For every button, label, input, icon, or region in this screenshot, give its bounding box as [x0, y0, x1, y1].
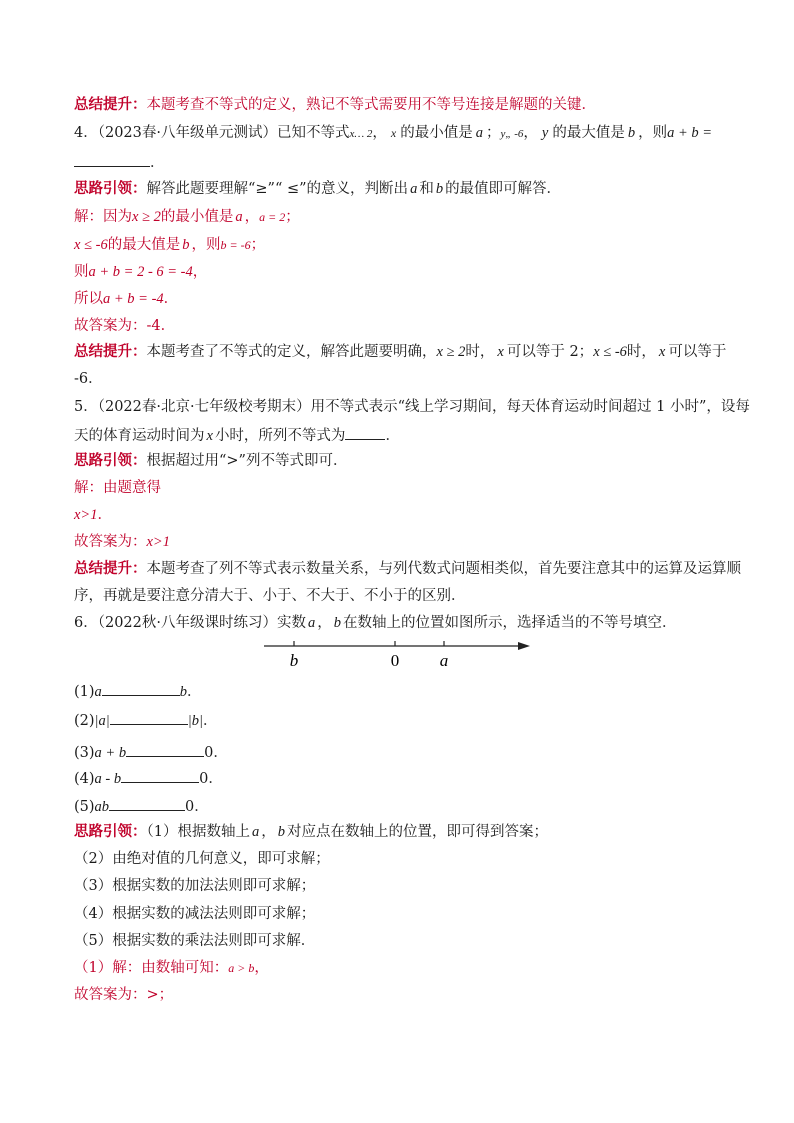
sol2-ineq: x ≤ -6: [74, 237, 108, 253]
hint6-step-3: [74, 876, 315, 896]
hint6-text-end: 对应点在数轴上的位置，即可得到答案；: [286, 824, 548, 840]
summary2-label: 总结提升：: [74, 343, 147, 360]
summary2-ineq1: x ≥ 2: [436, 344, 466, 360]
label-0: 0: [390, 651, 400, 670]
sol4-period: ．: [163, 291, 179, 307]
sol3-then: 则: [74, 264, 89, 280]
answer-line-q5: [74, 532, 170, 552]
answer-q4: 故答案为：-4．: [74, 318, 176, 334]
sol-semicolon: ；: [285, 209, 300, 225]
q4-then: ，则: [638, 125, 668, 141]
hint-line-q4: [74, 179, 561, 199]
part1-a: a: [94, 684, 102, 700]
summary2-x1: x: [497, 344, 504, 360]
sol2-b-eq: b = -6: [220, 238, 251, 252]
q4-ineq-x: x… 2: [349, 128, 373, 140]
part4-blank[interactable]: [121, 767, 199, 783]
label-b: b: [289, 651, 299, 670]
sol6-ineq: a > b: [228, 961, 255, 975]
question-5: [74, 397, 750, 417]
hint6-step-4: [74, 904, 315, 924]
question-4: [74, 123, 712, 144]
answer-line-q6: [74, 985, 173, 1005]
summary3-label: 总结提升：: [74, 560, 147, 577]
q4-a: a: [475, 125, 483, 141]
sol3-comma: ，: [192, 264, 208, 280]
part2-abs-a: |a|: [94, 713, 110, 729]
part1-period: ．: [187, 684, 202, 700]
hint6-a: a: [251, 824, 260, 840]
q6-b: b: [333, 615, 341, 631]
hint6-label: 思路引领：: [74, 823, 147, 840]
hint6-step2-text: （2）由绝对值的几何意义，即可求解；: [74, 851, 330, 867]
hint-line-q6: [74, 822, 548, 842]
sol4-eq: a + b = -4: [103, 291, 164, 307]
part3-num: (3): [74, 745, 95, 761]
q6-intro: 6．（2022秋·八年级课时练习）实数: [74, 615, 306, 631]
hint6-step-5: [74, 931, 315, 951]
q4-max-text: 的最大值是: [552, 125, 625, 141]
summary-line-2-cont: [74, 369, 103, 389]
q6-a: a: [308, 615, 316, 631]
part4-zero: 0．: [199, 771, 223, 787]
hint6-step5-text: （5）根据实数的乘法法则即可求解．: [74, 933, 316, 949]
part5-blank[interactable]: [109, 795, 185, 811]
part5-expr: ab: [94, 799, 110, 815]
summary2-when2: 时，: [626, 344, 656, 360]
hint-and: 和: [419, 181, 434, 197]
part1-num: (1): [74, 684, 95, 700]
part5-num: (5): [74, 799, 95, 815]
sol2-semicolon: ；: [250, 237, 266, 253]
summary2-equal1: 可以等于 2；: [506, 344, 594, 360]
q4-y: y: [541, 125, 549, 141]
hint6-step4-text: （4）根据实数的减法法则即可求解；: [74, 906, 316, 922]
sol4-so: 所以: [74, 291, 103, 307]
sol-ineq: x ≥ 2: [132, 209, 161, 225]
q6-part-2: [74, 709, 218, 731]
q4-x: x: [390, 126, 397, 140]
summary2-value: -6．: [74, 371, 103, 387]
summary2-when1: 时，: [465, 344, 495, 360]
question-6: [74, 613, 677, 633]
sol2-b: b: [182, 237, 190, 253]
part3-blank[interactable]: [126, 741, 204, 757]
answer5-label: 故答案为：: [74, 534, 147, 550]
q4-answer-line: [74, 151, 165, 173]
summary2-text: 本题考查了不等式的定义，解答此题要明确，: [146, 344, 437, 360]
q6-part-4: [74, 767, 223, 789]
number-line-figure: [262, 636, 532, 676]
hint6-text: （1）根据数轴上: [146, 824, 250, 840]
summary-line-1: [74, 95, 596, 115]
q4-min-text: 的最小值是: [400, 125, 473, 141]
hint5-text: 根据超过用“>”列不等式即可．: [146, 453, 348, 469]
summary2-x2: x: [658, 344, 666, 360]
sol2-max-text: 的最大值是: [107, 237, 181, 253]
summary-line-2: [74, 342, 726, 362]
part2-blank[interactable]: [110, 709, 188, 725]
part4-expr: a - b: [94, 771, 122, 787]
sol6-comma: ，: [254, 960, 269, 976]
solution-q6-1: [74, 958, 269, 978]
hint6-step3-text: （3）根据实数的加法法则即可求解；: [74, 878, 316, 894]
q4-comma: ，: [372, 125, 387, 141]
hint-b: b: [435, 181, 444, 197]
sol2-then: ，则: [191, 237, 221, 253]
solution-line-2: [74, 235, 265, 255]
q4-sum: a + b =: [667, 125, 713, 141]
sol-min-text: 的最小值是: [160, 209, 234, 225]
answer6: 故答案为：>；: [74, 987, 174, 1003]
part3-zero: 0．: [204, 745, 228, 761]
q5-text2: 天的体育运动时间为: [74, 428, 205, 444]
solution-line-3: [74, 262, 207, 282]
hint6-comma: ，: [261, 824, 276, 840]
sol-a-eq: a = 2: [259, 210, 286, 224]
sol5-period: ．: [97, 507, 112, 523]
summary3-text: 本题考查了列不等式表示数量关系，与列代数式问题相类似，首先要注意其中的运算及运算顺: [146, 561, 741, 577]
part1-b: b: [179, 684, 188, 700]
q5-text: 5．（2022春·北京·七年级校考期末）用不等式表示“线上学习期间，每天体育运动时间超过 1 小时”，设每: [74, 399, 750, 415]
q6-text: 在数轴上的位置如图所示，选择适当的不等号填空．: [343, 615, 677, 631]
summary-line-3-cont: [74, 586, 466, 606]
part1-blank[interactable]: [102, 680, 180, 696]
question-5-cont: [74, 424, 400, 446]
solution-q5-ineq: [74, 505, 112, 525]
q4-period: ．: [150, 155, 165, 171]
label-a: a: [439, 651, 449, 670]
hint-label: 思路引领：: [74, 180, 147, 197]
summary2-ineq2: x ≤ -6: [593, 344, 627, 360]
q5-period: ．: [385, 428, 400, 444]
q4-ineq-y: y„ -6: [500, 128, 524, 140]
arrow-icon: [518, 642, 530, 650]
hint6-b: b: [277, 824, 285, 840]
q4-b: b: [627, 125, 636, 141]
hint-line-q5: [74, 451, 347, 471]
answer-line-q4: [74, 316, 175, 336]
q6-part-3: [74, 741, 228, 763]
hint5-label: 思路引领：: [74, 452, 147, 469]
summary-label: 总结提升：: [74, 96, 147, 113]
answer5-value: x>1: [146, 534, 170, 550]
sol-intro: 解：因为: [74, 209, 132, 225]
hint-text: 解答此题要理解“≥”“ ≤”的意义，判断出: [146, 181, 409, 197]
q5-x: x: [206, 428, 213, 444]
summary3-text2: 序，再就是要注意分清大于、小于、不大于、不小于的区别．: [74, 588, 466, 604]
q5-blank[interactable]: [345, 424, 385, 440]
summary2-equal2: 可以等于: [668, 344, 727, 360]
hint-a: a: [410, 181, 418, 197]
solution-line-4: [74, 289, 178, 309]
part2-num: (2): [74, 713, 95, 729]
sol-comma: ，: [244, 209, 260, 225]
q4-blank[interactable]: [74, 151, 150, 167]
part2-abs-b: |b|: [187, 713, 204, 729]
q6-part-5: [74, 795, 209, 817]
q4-intro: 4．（2023春·八年级单元测试）已知不等式: [74, 125, 350, 141]
q4-semicolon: ；: [485, 125, 501, 141]
sol5-intro: 解：由题意得: [74, 480, 161, 496]
solution-q5-intro: [74, 478, 161, 498]
part4-num: (4): [74, 771, 95, 787]
q6-comma: ，: [317, 615, 332, 631]
hint-text-end: 的最值即可解答．: [445, 181, 562, 197]
q6-part-1: [74, 680, 202, 702]
solution-line-1: [74, 207, 300, 227]
sol6-intro: （1）解：由数轴可知：: [74, 960, 229, 976]
q4-comma2: ，: [523, 125, 538, 141]
sol-a: a: [235, 209, 243, 225]
hint6-step-2: [74, 849, 330, 869]
summary-text: 本题考查不等式的定义，熟记不等式需要用不等号连接是解题的关键．: [146, 97, 596, 113]
sol5-ineq: x>1: [74, 507, 98, 523]
sol3-eq: a + b = 2 - 6 = -4: [88, 264, 193, 280]
q5-text3: 小时，所列不等式为: [214, 428, 346, 444]
part3-expr: a + b: [94, 745, 127, 761]
part5-zero: 0．: [185, 799, 209, 815]
summary-line-3: [74, 559, 741, 579]
part2-period: ．: [203, 713, 218, 729]
